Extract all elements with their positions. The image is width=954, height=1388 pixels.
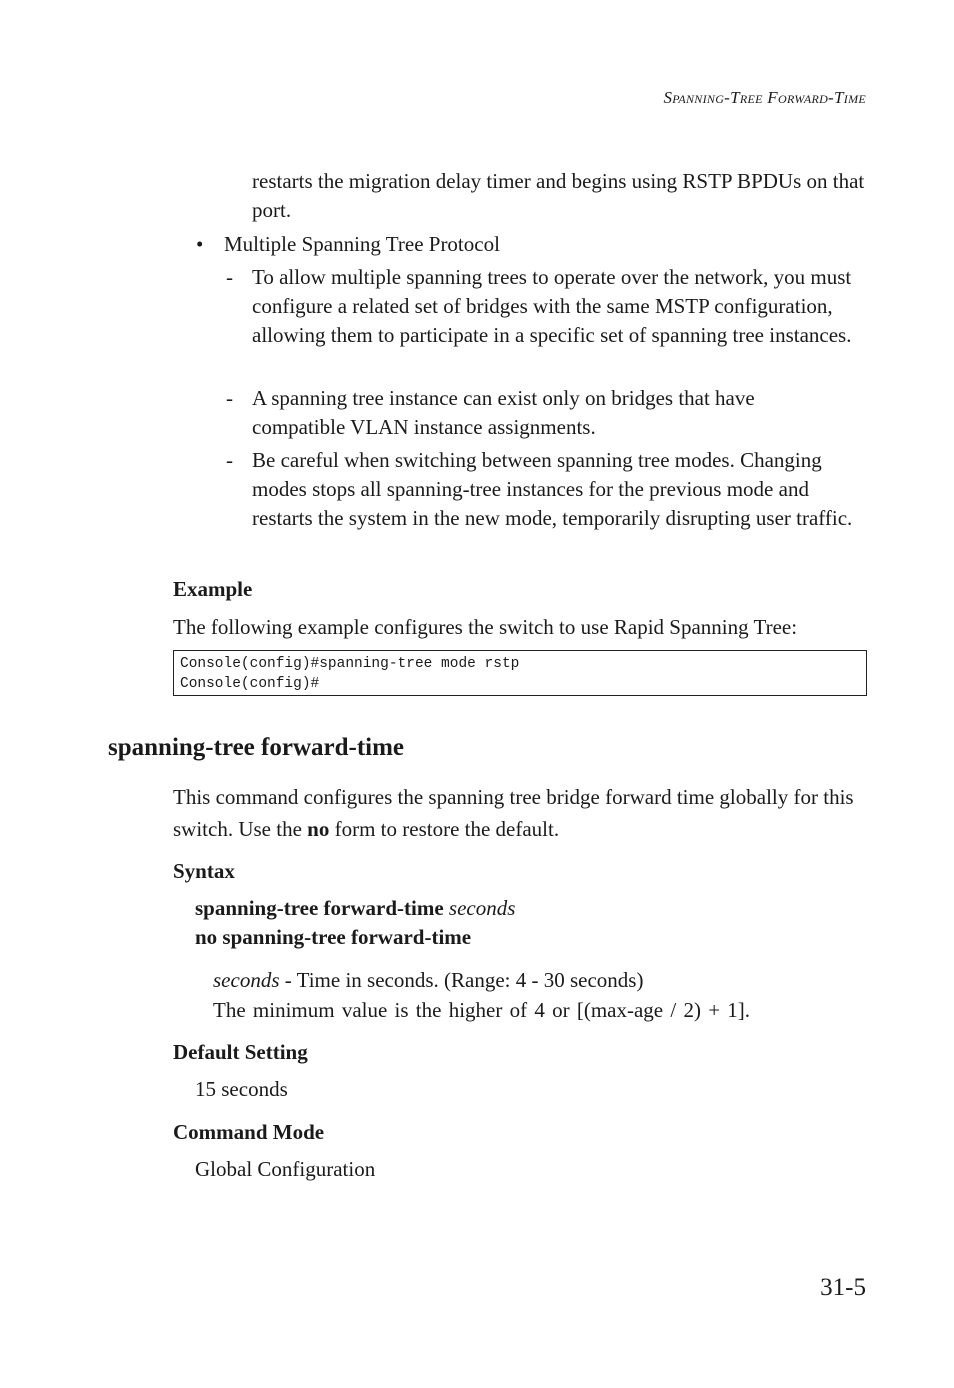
page-number: 31-5 bbox=[820, 1274, 866, 1301]
dash-marker: - bbox=[226, 265, 233, 289]
syntax-heading: Syntax bbox=[173, 859, 235, 883]
example-intro: The following example configures the switch to use Rapid Spanning Tree: bbox=[173, 615, 798, 639]
syntax-command-no: no spanning-tree forward-time bbox=[195, 925, 472, 949]
default-setting-heading: Default Setting bbox=[173, 1040, 308, 1064]
code-block bbox=[173, 650, 867, 696]
continued-paragraph: restarts the migration delay timer and begins using RSTP BPDUs on that port. bbox=[252, 169, 865, 222]
syntax-param: seconds bbox=[448, 896, 516, 920]
list-item: To allow multiple spanning trees to operate over the network, you must configure a related set of bridges with the same MSTP configuration, allowing them to participate in a specific set of spanning tree instances. bbox=[252, 265, 852, 347]
code-line: Console(config)# bbox=[180, 676, 320, 692]
code-line: Console(config)#spanning-tree mode rstp bbox=[180, 656, 520, 672]
default-setting-value: 15 seconds bbox=[195, 1077, 288, 1101]
dash-marker: - bbox=[226, 448, 233, 472]
command-mode-value: Global Configuration bbox=[195, 1157, 376, 1181]
bullet-marker: • bbox=[196, 232, 204, 256]
command-mode-heading: Command Mode bbox=[173, 1120, 325, 1144]
syntax-command: spanning-tree forward-time seconds bbox=[195, 896, 516, 920]
dash-marker: - bbox=[226, 386, 233, 410]
param-description: seconds - Time in seconds. (Range: 4 - 30 seconds) bbox=[213, 968, 644, 992]
list-item: Be careful when switching between spanning tree modes. Changing modes stops all spanning-tree instances for the previous mode and restarts the system in the new mode, temporarily disrupting user traffic. bbox=[252, 448, 853, 530]
example-heading: Example bbox=[173, 577, 253, 601]
bullet-label: Multiple Spanning Tree Protocol bbox=[224, 232, 500, 256]
section-description: This command configures the spanning tree bridge forward time globally for this switch. Use the no form to restore the default. bbox=[173, 785, 854, 841]
no-keyword: no bbox=[307, 817, 330, 841]
section-title: spanning-tree forward-time bbox=[108, 734, 405, 761]
running-head: Spanning-Tree Forward-Time bbox=[663, 88, 866, 107]
list-item: A spanning tree instance can exist only on bridges that have compatible VLAN instance assignments. bbox=[252, 386, 755, 439]
param-note: The minimum value is the higher of 4 or [(max-age / 2) + 1]. bbox=[213, 998, 751, 1022]
